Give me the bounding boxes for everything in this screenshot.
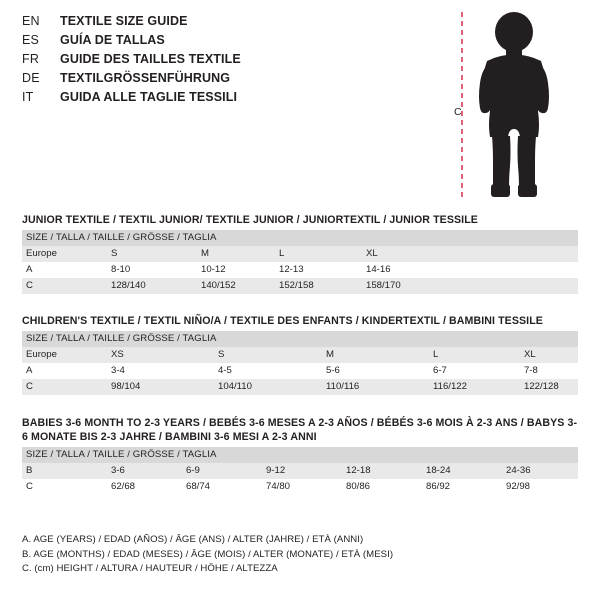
child-silhouette-figure: [448, 8, 588, 204]
guide-title-fr: GUIDE DES TAILLES TEXTILE: [60, 52, 241, 66]
cell: 8-10: [107, 262, 197, 278]
table-junior: [22, 230, 578, 294]
header-row-fr: [22, 52, 422, 71]
table-babies: [22, 447, 578, 495]
guide-title-en: TEXTILE SIZE GUIDE: [60, 14, 188, 28]
cell: 74/80: [262, 479, 342, 495]
cell: 98/104: [107, 379, 214, 395]
row-label: C: [22, 278, 107, 294]
cell: 5-6: [322, 363, 429, 379]
header-row-es: [22, 33, 422, 52]
guide-title-de: TEXTILGRÖSSENFÜHRUNG: [60, 71, 231, 85]
footnote-c: C. (cm) HEIGHT / ALTURA / HAUTEUR / HÖHE / ALTEZZA: [22, 563, 278, 574]
cell: 12-13: [275, 262, 362, 278]
silhouette-svg: [448, 8, 588, 204]
toddler-shape: [479, 12, 549, 197]
table-head-label-babies: SIZE / TALLA / TAILLE / GRÖSSE / TAGLIA: [22, 447, 578, 463]
cell: 3-6: [107, 463, 182, 479]
cell: 4-5: [214, 363, 322, 379]
cell: 122/128: [520, 379, 578, 395]
cell: 110/116: [322, 379, 429, 395]
language-code-de: DE: [22, 71, 40, 85]
table-row: [22, 246, 578, 262]
cell: S: [214, 347, 322, 363]
cell: 86/92: [422, 479, 502, 495]
row-label: C: [22, 479, 107, 495]
cell: L: [429, 347, 520, 363]
footnote-a: A. AGE (YEARS) / EDAD (AÑOS) / ÂGE (ANS) / ALTER (JAHRE) / ETÀ (ANNI): [22, 534, 364, 545]
cell: 7-8: [520, 363, 578, 379]
language-code-fr: FR: [22, 52, 40, 66]
table-row: [22, 230, 578, 246]
language-code-en: EN: [22, 14, 40, 28]
measure-label-c: C: [454, 106, 462, 118]
cell: 10-12: [197, 262, 275, 278]
table-row: [22, 447, 578, 463]
cell: 3-4: [107, 363, 214, 379]
cell: M: [322, 347, 429, 363]
header-row-en: [22, 14, 422, 33]
row-label: A: [22, 363, 107, 379]
cell: XS: [107, 347, 214, 363]
section-title-junior: JUNIOR TEXTILE / TEXTIL JUNIOR/ TEXTILE JUNIOR / JUNIORTEXTIL / JUNIOR TESSILE: [22, 214, 478, 226]
cell: 116/122: [429, 379, 520, 395]
cell: 152/158: [275, 278, 362, 294]
cell: 80/86: [342, 479, 422, 495]
table-row: [22, 278, 578, 294]
cell: 128/140: [107, 278, 197, 294]
cell: 140/152: [197, 278, 275, 294]
cell: 104/110: [214, 379, 322, 395]
cell: 24-36: [502, 463, 578, 479]
cell: S: [107, 246, 197, 262]
cell: 62/68: [107, 479, 182, 495]
table-children: [22, 331, 578, 395]
table-head-label-children: SIZE / TALLA / TAILLE / GRÖSSE / TAGLIA: [22, 331, 578, 347]
language-code-it: IT: [22, 90, 34, 104]
cell: 12-18: [342, 463, 422, 479]
table-row: [22, 463, 578, 479]
table-row: [22, 379, 578, 395]
table-head-label-junior: SIZE / TALLA / TAILLE / GRÖSSE / TAGLIA: [22, 230, 578, 246]
language-code-es: ES: [22, 33, 40, 47]
table-row: [22, 347, 578, 363]
section-junior-textile: [22, 214, 578, 294]
table-row: [22, 363, 578, 379]
row-label: Europe: [22, 246, 107, 262]
language-header: [22, 14, 422, 109]
cell: L: [275, 246, 362, 262]
cell: M: [197, 246, 275, 262]
cell: 68/74: [182, 479, 262, 495]
cell: 14-16: [362, 262, 578, 278]
section-title-children: CHILDREN'S TEXTILE / TEXTIL NIÑO/A / TEXTILE DES ENFANTS / KINDERTEXTIL / BAMBINI TESSILE: [22, 315, 543, 327]
guide-title-es: GUÍA DE TALLAS: [60, 33, 165, 47]
cell: 158/170: [362, 278, 578, 294]
cell: XL: [520, 347, 578, 363]
cell: 6-9: [182, 463, 262, 479]
guide-title-it: GUIDA ALLE TAGLIE TESSILI: [60, 90, 238, 104]
table-row: [22, 331, 578, 347]
cell: 6-7: [429, 363, 520, 379]
cell: 92/98: [502, 479, 578, 495]
footnote-b: B. AGE (MONTHS) / EDAD (MESES) / ÂGE (MOIS) / ALTER (MONATE) / ETÀ (MESI): [22, 548, 394, 560]
section-babies-textile: [22, 416, 578, 495]
table-row: [22, 479, 578, 495]
cell: XL: [362, 246, 578, 262]
table-row: [22, 262, 578, 278]
footnotes: [22, 533, 578, 577]
row-label: C: [22, 379, 107, 395]
section-childrens-textile: [22, 315, 578, 395]
cell: 9-12: [262, 463, 342, 479]
row-label: B: [22, 463, 107, 479]
row-label: A: [22, 262, 107, 278]
header-row-it: [22, 90, 422, 109]
row-label: Europe: [22, 347, 107, 363]
section-title-babies: BABIES 3-6 MONTH TO 2-3 YEARS / BEBÉS 3-6 MESES A 2-3 AÑOS / BÉBÉS 3-6 MOIS À 2-3 ANS / BABYS 3-6 MONATE BIS 2-3 JAHRE / BAMBINI 3-6 MESI A 2-3 ANNI: [22, 417, 578, 443]
header-row-de: [22, 71, 422, 90]
cell: 18-24: [422, 463, 502, 479]
